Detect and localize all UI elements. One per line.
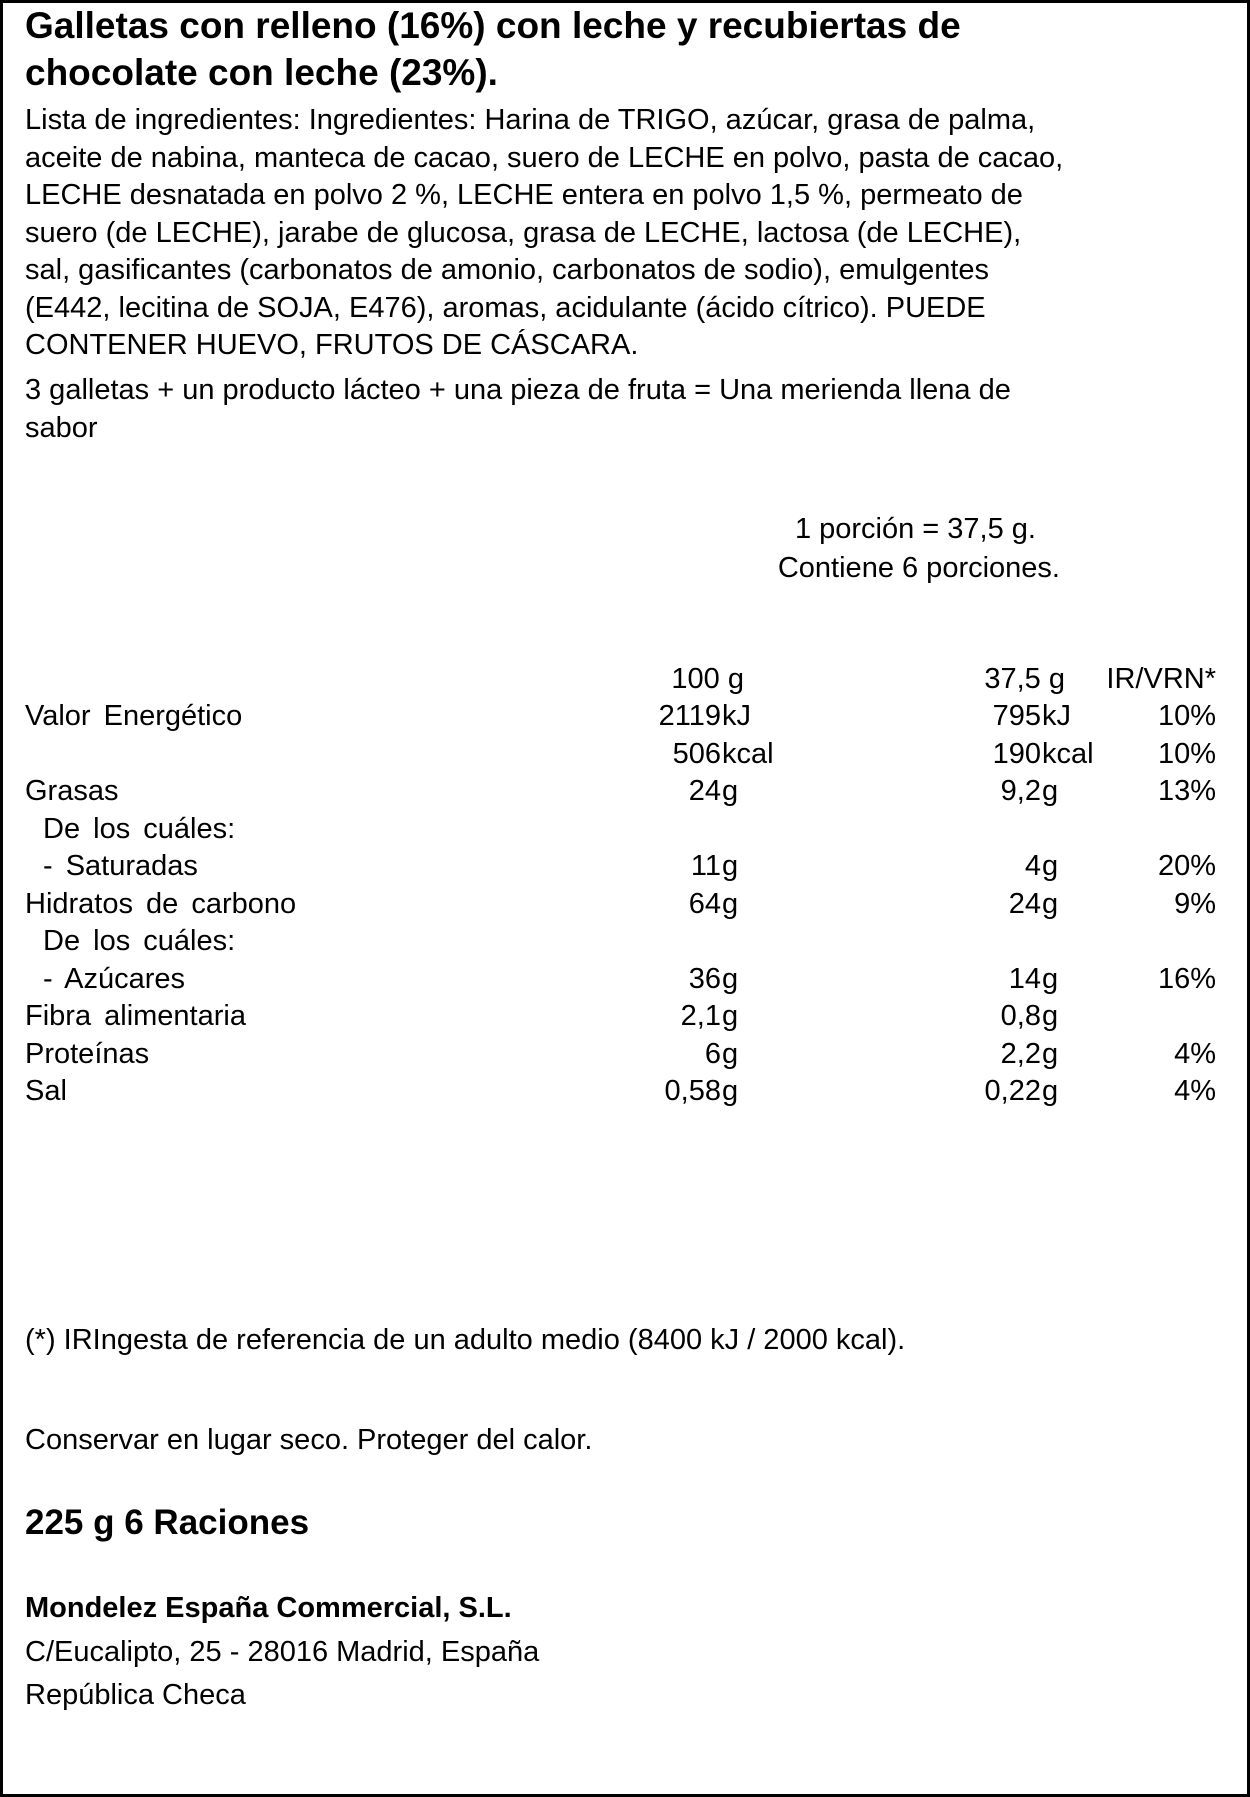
- header-per-serving: 37,5 g: [984, 663, 1065, 695]
- tagline-line-1: 3 galletas + un producto lácteo + una pieza de fruta = Una merienda llena de: [25, 374, 1011, 406]
- ingredients-line-6: (E442, lecitina de SOJA, E476), aromas, acidulante (ácido cítrico). PUEDE: [25, 292, 986, 324]
- unit-per-100g: g: [722, 1037, 739, 1070]
- value-per-serving: 0,22: [984, 1075, 1041, 1107]
- unit-per-100g: kJ: [722, 700, 751, 732]
- nutrient-label: Valor Energético: [25, 700, 243, 732]
- value-per-100g: 6: [704, 1037, 721, 1070]
- value-per-100g: 0,58: [664, 1075, 721, 1107]
- servings-count: Contiene 6 porciones.: [777, 552, 1060, 584]
- nutrient-label: De los cuáles:: [43, 812, 236, 845]
- unit-per-100g: g: [722, 887, 739, 920]
- unit-per-serving: g: [1042, 850, 1059, 882]
- serving-size: 1 porción = 37,5 g.: [794, 513, 1036, 545]
- ir-percentage: 13%: [1157, 775, 1216, 807]
- value-per-100g: 2,1: [680, 1000, 721, 1032]
- value-per-serving: 4: [1024, 850, 1041, 882]
- ingredients-line-5: sal, gasificantes (carbonatos de amonio, carbonatos de sodio), emulgentes: [25, 254, 990, 286]
- product-title-line-1: Galletas con relleno (16%) con leche y recubiertas de: [25, 5, 961, 46]
- tagline-line-2: sabor: [25, 412, 98, 444]
- value-per-serving: 9,2: [1000, 775, 1041, 807]
- nutrient-label: Grasas: [25, 775, 119, 807]
- unit-per-serving: kcal: [1042, 737, 1094, 770]
- value-per-100g: 36: [688, 962, 721, 995]
- unit-per-serving: kJ: [1042, 700, 1071, 732]
- storage-instructions: Conservar en lugar seco. Proteger del calor.: [25, 1424, 593, 1456]
- unit-per-100g: g: [722, 850, 739, 882]
- company-address: C/Eucalipto, 25 - 28016 Madrid, España: [25, 1636, 540, 1668]
- company-name: Mondelez España Commercial, S.L.: [25, 1592, 512, 1624]
- value-per-serving: 24: [1008, 887, 1041, 920]
- value-per-100g: 24: [688, 775, 721, 807]
- ingredients-line-4: suero (de LECHE), jarabe de glucosa, grasa de LECHE, lactosa (de LECHE),: [25, 217, 1022, 249]
- nutrient-label: De los cuáles:: [43, 925, 236, 957]
- value-per-100g: 506: [672, 737, 721, 770]
- unit-per-serving: g: [1042, 1075, 1059, 1107]
- value-per-serving: 0,8: [1000, 1000, 1041, 1032]
- nutrient-label: Sal: [25, 1075, 67, 1107]
- nutrient-label: Proteínas: [25, 1037, 150, 1070]
- unit-per-100g: g: [722, 1000, 739, 1032]
- value-per-100g: 64: [688, 887, 721, 920]
- product-title-line-2: chocolate con leche (23%).: [25, 52, 498, 93]
- header-per-100g: 100 g: [671, 663, 744, 695]
- ingredients-line-2: aceite de nabina, manteca de cacao, suero de LECHE en polvo, pasta de cacao,: [25, 142, 1064, 174]
- ir-percentage: 4%: [1174, 1037, 1216, 1070]
- ir-percentage: 20%: [1157, 850, 1216, 882]
- country-of-origin: República Checa: [25, 1679, 246, 1711]
- footnote: (*) IRIngesta de referencia de un adulto medio (8400 kJ / 2000 kcal).: [25, 1324, 906, 1356]
- unit-per-100g: g: [722, 1075, 739, 1107]
- unit-per-100g: g: [722, 962, 739, 995]
- ir-percentage: 16%: [1157, 962, 1216, 995]
- nutrient-label: - Azúcares: [43, 962, 185, 995]
- unit-per-serving: g: [1042, 1037, 1059, 1070]
- unit-per-serving: g: [1042, 962, 1059, 995]
- value-per-100g: 11: [690, 850, 721, 882]
- unit-per-serving: g: [1042, 775, 1059, 807]
- ingredients-line-1: Lista de ingredientes: Ingredientes: Harina de TRIGO, azúcar, grasa de palma,: [25, 104, 1036, 136]
- unit-per-serving: g: [1042, 1000, 1059, 1032]
- unit-per-100g: g: [722, 775, 739, 807]
- value-per-100g: 2119: [658, 700, 721, 732]
- value-per-serving: 2,2: [1000, 1037, 1041, 1070]
- ir-percentage: 4%: [1174, 1075, 1216, 1107]
- ir-percentage: 9%: [1174, 887, 1216, 920]
- value-per-serving: 795: [992, 700, 1041, 732]
- ingredients-line-3: LECHE desnatada en polvo 2 %, LECHE entera en polvo 1,5 %, permeato de: [25, 179, 1023, 211]
- nutrient-label: Hidratos de carbono: [25, 887, 297, 920]
- header-ir-vrn: IR/VRN*: [1106, 663, 1216, 695]
- unit-per-serving: g: [1042, 887, 1059, 920]
- ir-percentage: 10%: [1157, 700, 1216, 732]
- net-weight: 225 g 6 Raciones: [25, 1503, 310, 1542]
- value-per-serving: 14: [1008, 962, 1041, 995]
- value-per-serving: 190: [992, 737, 1041, 770]
- unit-per-100g: kcal: [722, 737, 774, 770]
- ir-percentage: 10%: [1157, 737, 1216, 770]
- nutrient-label: - Saturadas: [43, 850, 198, 882]
- nutrient-label: Fibra alimentaria: [25, 1000, 246, 1032]
- ingredients-line-7: CONTENER HUEVO, FRUTOS DE CÁSCARA.: [25, 329, 639, 361]
